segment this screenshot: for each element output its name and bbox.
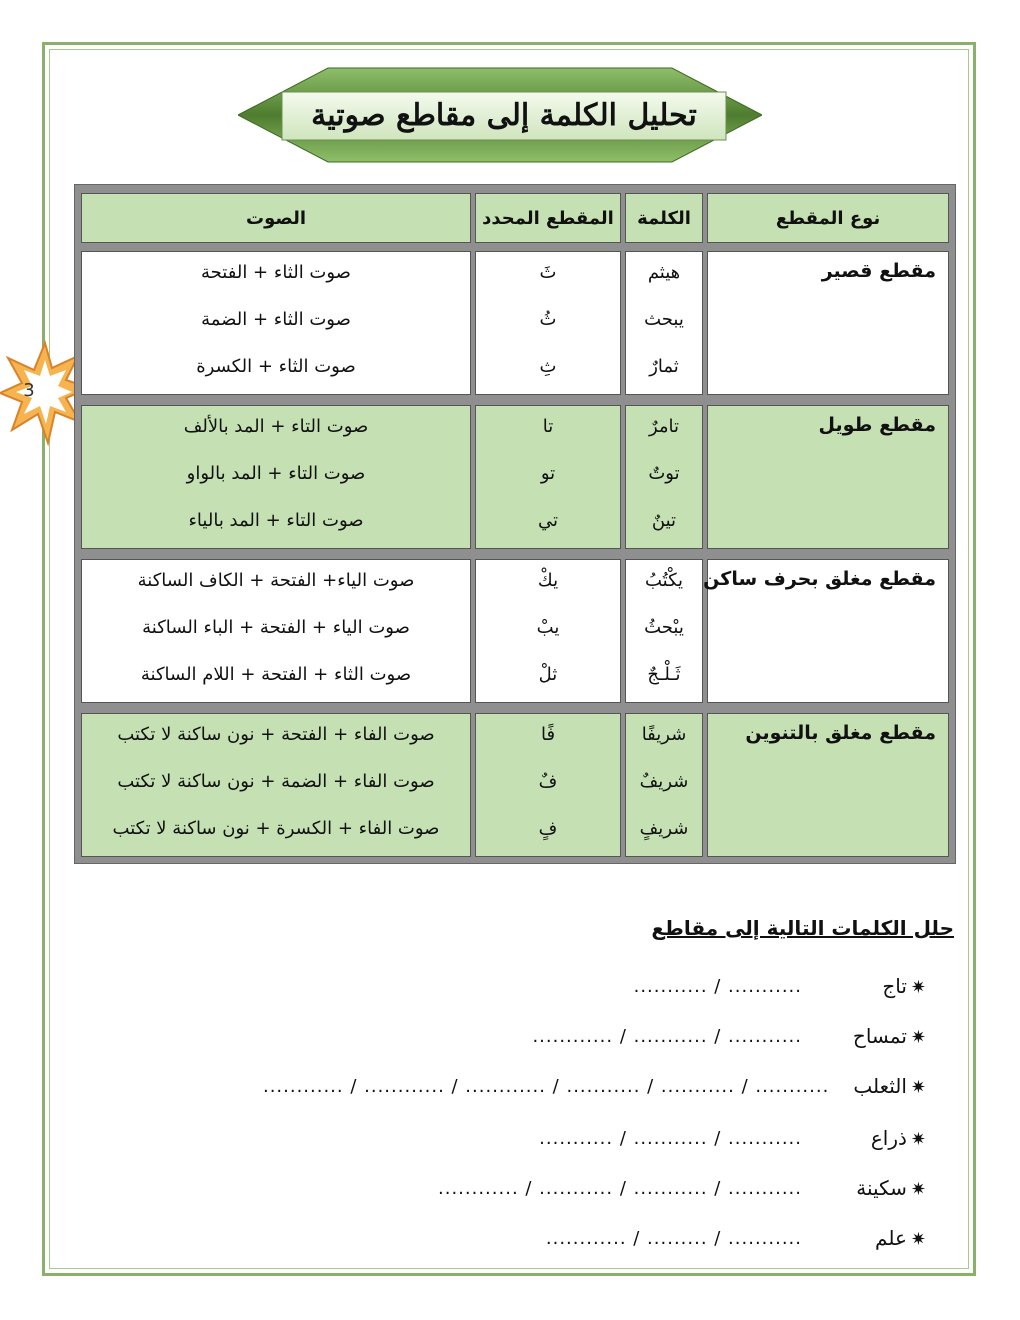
sound-text: صوت التاء + المد بالألف bbox=[183, 416, 369, 437]
group-long-type-cell bbox=[707, 405, 949, 549]
syllable-type-label: مقطع مغلق بالتنوين bbox=[745, 722, 936, 744]
sound-text: صوت الثاء + الكسرة bbox=[196, 356, 356, 377]
syllable-text: فٌ bbox=[538, 771, 558, 792]
syllable-text: فًا bbox=[540, 724, 556, 745]
group-long-sound-cell bbox=[81, 405, 471, 549]
syllable-text: ثِ bbox=[539, 356, 557, 377]
header-syllable: المقطع المحدد bbox=[475, 193, 621, 243]
group-long-syllable-cell bbox=[475, 405, 621, 549]
group-short-word-cell bbox=[625, 251, 703, 395]
group-tanween-syllable-cell bbox=[475, 713, 621, 857]
syllable-table bbox=[74, 184, 956, 864]
sound-text: صوت الياء + الفتحة + الباء الساكنة bbox=[142, 617, 410, 638]
header-word: الكلمة bbox=[625, 193, 703, 243]
sound-text: صوت الثاء + الفتحة + اللام الساكنة bbox=[140, 664, 412, 685]
exercise-item bbox=[290, 966, 926, 1006]
answer-blanks[interactable]: ........... / ........... / ............ bbox=[532, 1025, 802, 1047]
word-text: هيثم bbox=[647, 262, 681, 283]
syllable-type-label: مقطع قصير bbox=[821, 260, 936, 282]
group-closed-sukun-syllable-cell bbox=[475, 559, 621, 703]
sound-text: صوت الياء+ الفتحة + الكاف الساكنة bbox=[137, 570, 415, 591]
syllable-text: تو bbox=[540, 463, 556, 484]
word-text: ثَـلْـجٌ bbox=[647, 664, 681, 685]
group-short-type-cell bbox=[707, 251, 949, 395]
syllable-text: ثُ bbox=[539, 309, 557, 330]
word-text: يبحث bbox=[644, 309, 684, 330]
syllable-text: تا bbox=[542, 416, 554, 437]
exercise-word: تمساح bbox=[852, 1024, 907, 1048]
exercise-word: علم bbox=[875, 1226, 907, 1250]
exercise-item bbox=[290, 1118, 926, 1158]
sound-text: صوت التاء + المد بالواو bbox=[186, 463, 366, 484]
exercise-title: حلل الكلمات التالية إلى مقاطع bbox=[651, 916, 954, 940]
star-icon: ✷ bbox=[910, 1027, 926, 1048]
group-tanween-type-cell bbox=[707, 713, 949, 857]
word-text: يبْحثُ bbox=[644, 617, 684, 638]
word-text: شريفًا bbox=[641, 724, 687, 745]
word-text: تينٌ bbox=[651, 510, 677, 531]
word-text: تامرٌ bbox=[648, 416, 680, 437]
star-icon: ✷ bbox=[910, 1179, 926, 1200]
sound-text: صوت التاء + المد بالياء bbox=[188, 510, 364, 531]
star-icon: ✷ bbox=[910, 977, 926, 998]
word-text: ثمارٌ bbox=[649, 356, 679, 377]
word-text: توتٌ bbox=[648, 463, 680, 484]
exercise-item bbox=[290, 1168, 926, 1208]
group-tanween-word-cell bbox=[625, 713, 703, 857]
sound-text: صوت الثاء + الفتحة bbox=[201, 262, 351, 283]
group-short-sound-cell bbox=[81, 251, 471, 395]
syllable-text: فٍ bbox=[538, 818, 558, 839]
answer-blanks[interactable]: ........... / ........... / ........... / ............ bbox=[438, 1177, 802, 1199]
exercise-item bbox=[290, 1016, 926, 1056]
syllable-type-label: مقطع مغلق بحرف ساكن bbox=[703, 568, 936, 590]
syllable-text: ثَ bbox=[539, 262, 557, 283]
exercise-word: ذراع bbox=[870, 1126, 907, 1150]
answer-blanks[interactable]: ........... / ........... bbox=[633, 975, 802, 997]
answer-blanks[interactable]: ........... / ........... / ........... / ............ / ............ / ............ bbox=[262, 1075, 830, 1097]
exercise-item bbox=[290, 1218, 926, 1258]
group-tanween-sound-cell bbox=[81, 713, 471, 857]
answer-blanks[interactable]: ........... / ........... / ........... bbox=[539, 1127, 802, 1149]
page-number: 3 bbox=[23, 380, 35, 401]
word-text: يكْتُبُ bbox=[644, 570, 684, 591]
sound-text: صوت الثاء + الضمة bbox=[201, 309, 351, 330]
syllable-text: ثلْ bbox=[538, 664, 558, 685]
syllable-type-label: مقطع طويل bbox=[818, 414, 936, 436]
syllable-text: تي bbox=[537, 510, 558, 531]
header-type: نوع المقطع bbox=[707, 193, 949, 243]
exercise-word: سكينة bbox=[856, 1176, 907, 1200]
header-sound: الصوت bbox=[81, 193, 471, 243]
word-text: شريفٌ bbox=[639, 771, 689, 792]
star-icon: ✷ bbox=[910, 1077, 926, 1098]
syllable-text: يكْ bbox=[537, 570, 559, 591]
star-icon: ✷ bbox=[910, 1229, 926, 1250]
exercise-word: الثعلب bbox=[853, 1074, 907, 1098]
group-long-word-cell bbox=[625, 405, 703, 549]
exercise-word: تاج bbox=[882, 974, 907, 998]
answer-blanks[interactable]: ........... / ......... / ............ bbox=[545, 1227, 802, 1249]
star-icon: ✷ bbox=[910, 1129, 926, 1150]
group-closed-sukun-sound-cell bbox=[81, 559, 471, 703]
group-closed-sukun-word-cell bbox=[625, 559, 703, 703]
sound-text: صوت الفاء + الفتحة + نون ساكنة لا تكتب bbox=[117, 724, 435, 745]
sound-text: صوت الفاء + الكسرة + نون ساكنة لا تكتب bbox=[112, 818, 440, 839]
group-short-syllable-cell bbox=[475, 251, 621, 395]
page-title: تحليل الكلمة إلى مقاطع صوتية bbox=[311, 97, 697, 133]
group-closed-sukun-type-cell bbox=[703, 559, 949, 703]
exercise-item bbox=[262, 1066, 926, 1106]
syllable-text: يبْ bbox=[536, 617, 560, 638]
sound-text: صوت الفاء + الضمة + نون ساكنة لا تكتب bbox=[117, 771, 435, 792]
word-text: شريفٍ bbox=[639, 818, 689, 839]
